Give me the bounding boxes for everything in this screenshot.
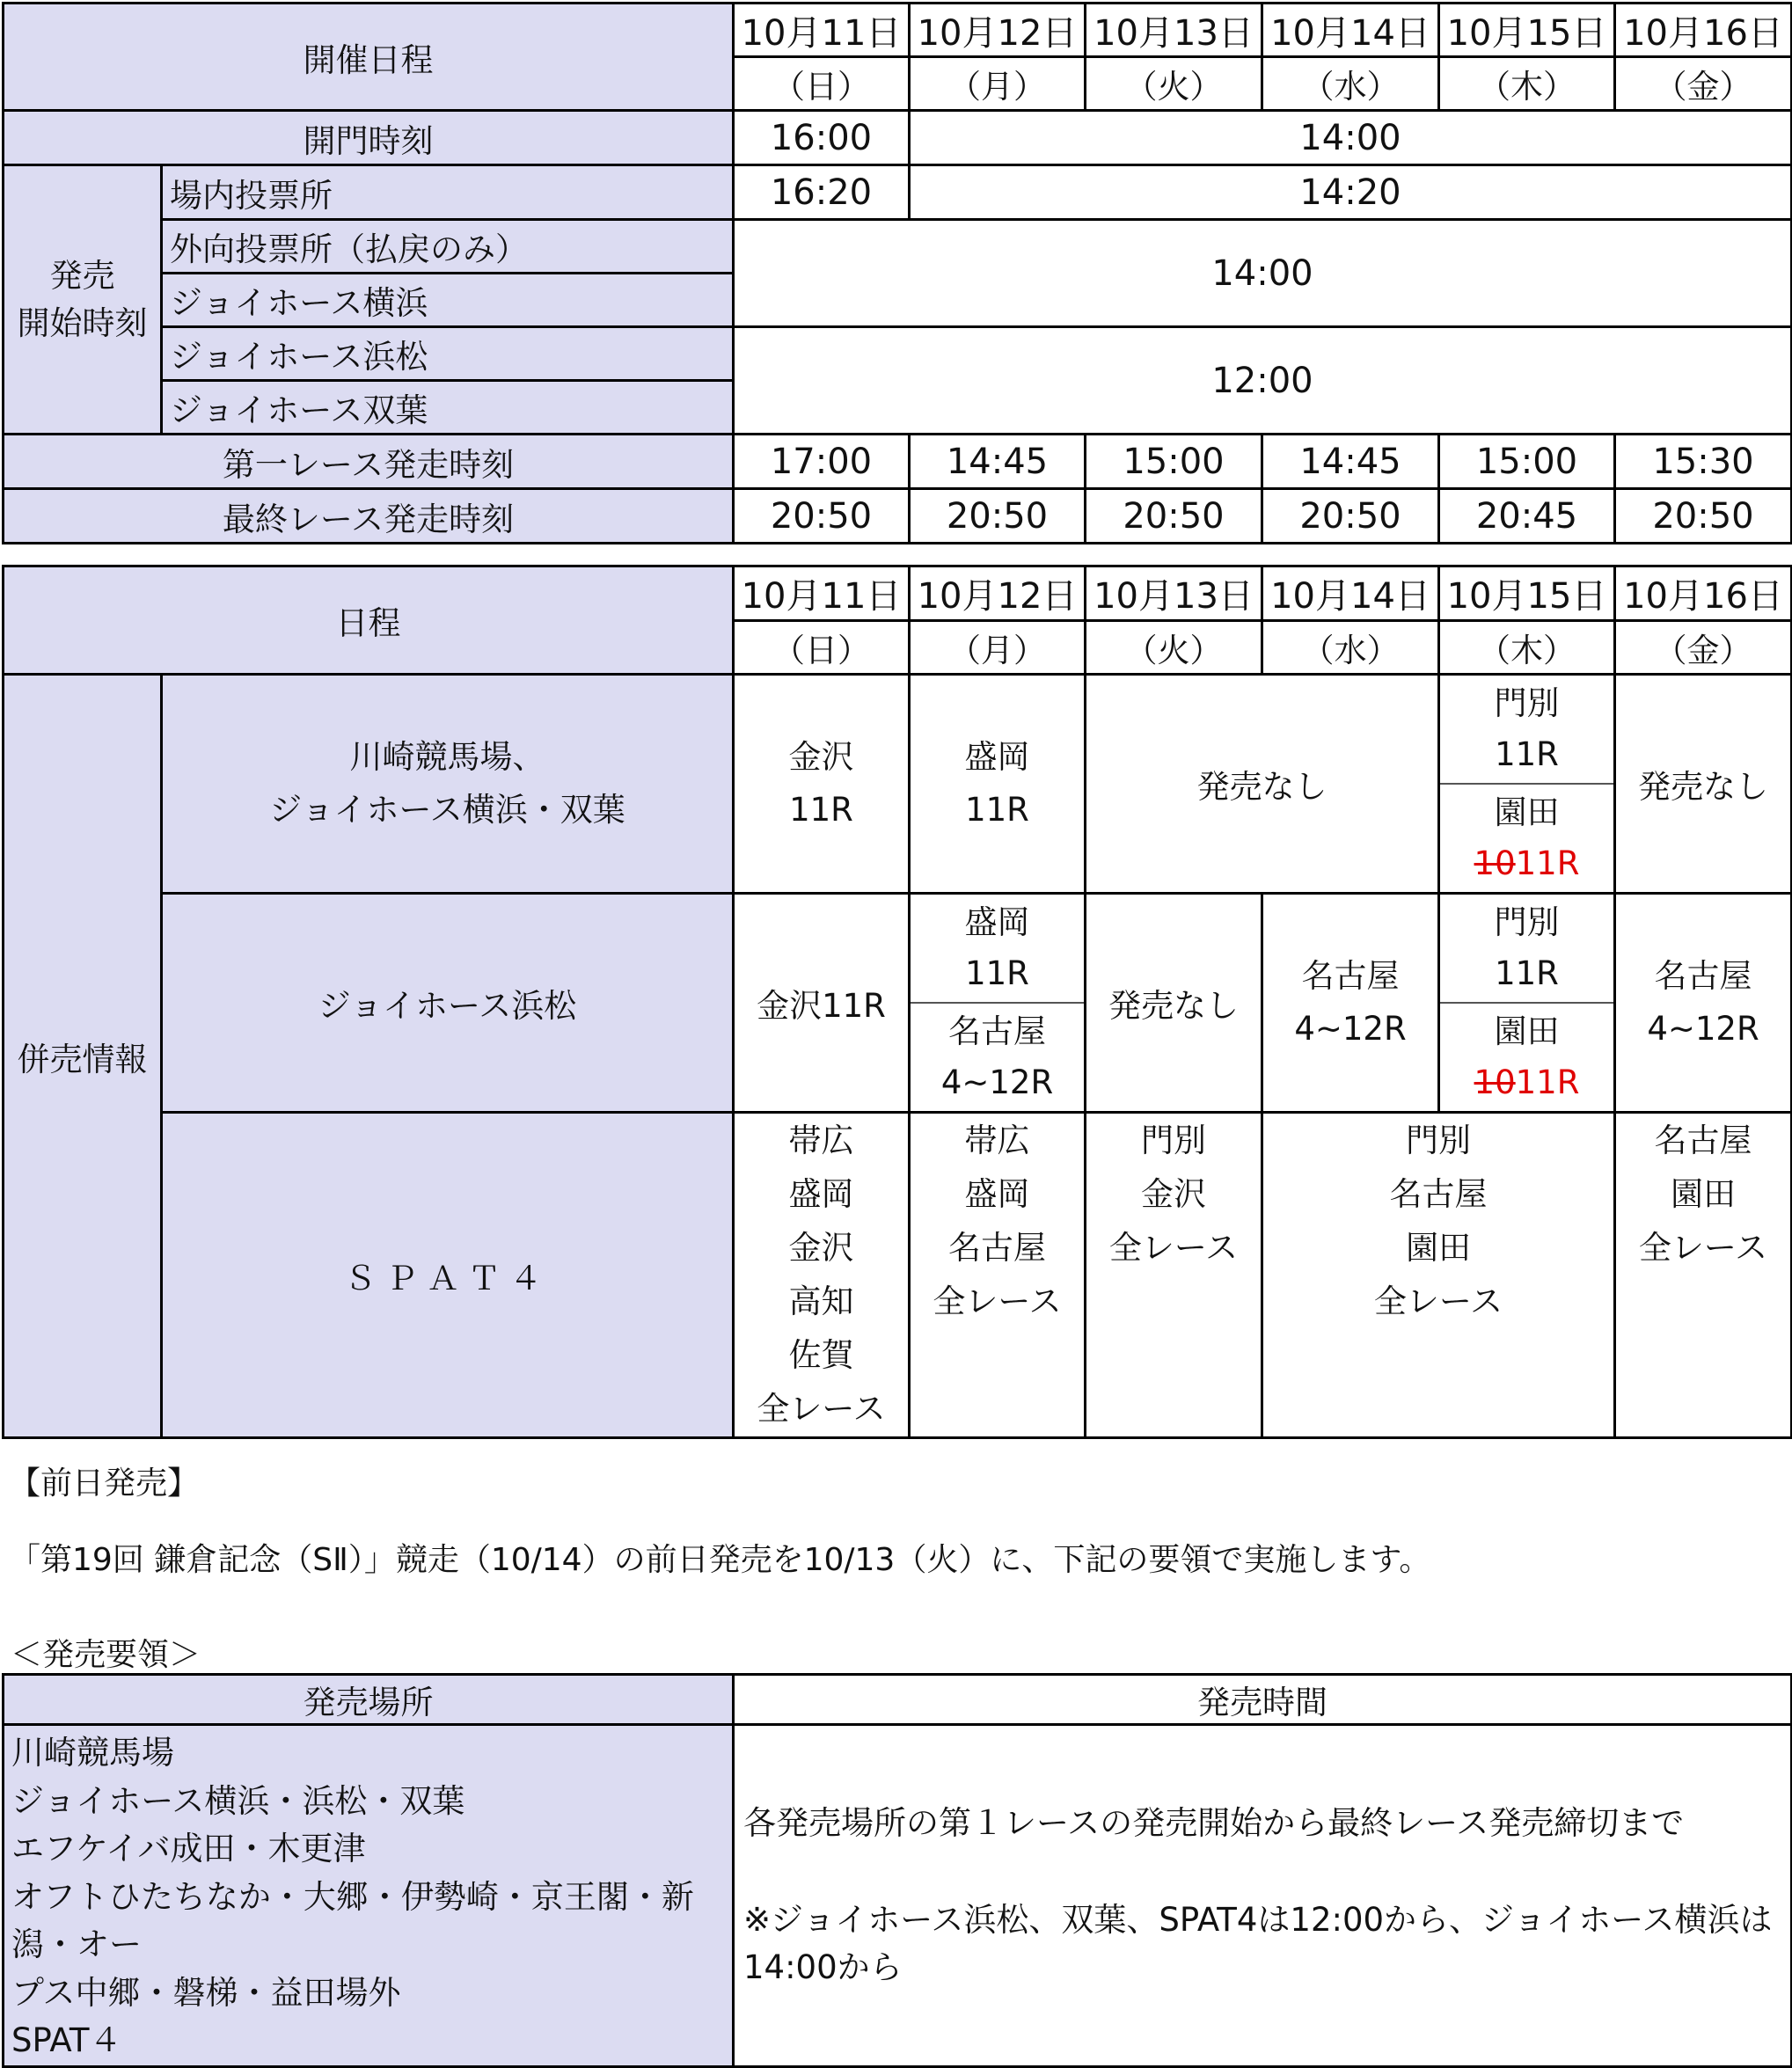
first-race-time: 14:45 (910, 435, 1086, 489)
split-top (1440, 895, 1613, 1002)
schedule-header-label: 開催日程 (4, 4, 734, 111)
track-name: 園田 (1406, 1229, 1471, 1267)
track-name: 帯広 (788, 1122, 854, 1159)
simulcast-cell: 金沢11R (734, 894, 910, 1113)
track-name: 盛岡 (964, 1175, 1030, 1213)
date-cell: 10月13日 (1086, 4, 1262, 57)
race-scope: 全レース (1638, 1229, 1768, 1267)
date-cell: 10月16日 (1615, 4, 1792, 57)
outside-yokohama-time: 14:00 (734, 220, 1792, 327)
struck-value: 10 (1474, 1063, 1516, 1101)
new-value: 11R (1515, 844, 1580, 882)
location-column-header: 発売場所 (4, 1675, 734, 1725)
onsite-time-first: 16:20 (734, 165, 910, 220)
race-number: 4~12R (940, 1063, 1054, 1101)
date-cell: 10月11日 (734, 4, 910, 57)
no-sales-cell: 発売なし (1615, 675, 1792, 894)
race-number: 11R (965, 791, 1029, 829)
simulcast-cell (910, 1113, 1086, 1438)
sales-time-note: 14:00から (743, 1947, 903, 1986)
simulcast-cell (1615, 1113, 1792, 1438)
track-name: 園田 (1494, 793, 1560, 831)
date-cell: 10月12日 (910, 566, 1086, 621)
date-cell: 10月11日 (734, 566, 910, 621)
race-number: 11R (789, 791, 853, 829)
sales-start-group-line: 開始時刻 (17, 303, 148, 342)
sales-time-main: 各発売場所の第１レースの発売開始から最終レース発売締切まで (743, 1803, 1685, 1842)
corrected-race-number (1474, 1057, 1580, 1108)
track-name: 門別 (1494, 684, 1560, 722)
date-cell: 10月15日 (1439, 4, 1615, 57)
hamamatsu-futaba-time: 12:00 (734, 327, 1792, 435)
track-name: 盛岡 (788, 1175, 854, 1213)
schedule-table (2, 2, 1792, 544)
track-name: 名古屋 (1654, 1122, 1752, 1159)
onsite-time-rest: 14:20 (910, 165, 1792, 220)
sales-time-cell (734, 1725, 1792, 2067)
last-race-time: 20:50 (1262, 489, 1439, 544)
track-name: 門別 (1141, 1122, 1206, 1159)
date-cell: 10月14日 (1262, 566, 1439, 621)
track-name: 金沢 (1141, 1175, 1206, 1213)
sales-location: オフトひたちなか・大郷・伊勢崎・京王閣・新潟・オー (11, 1877, 694, 1963)
race-number: 11R (1495, 735, 1559, 773)
new-value: 11R (1515, 1063, 1580, 1101)
sales-locations-cell (4, 1725, 734, 2067)
weekday-cell: （日） (734, 621, 910, 675)
date-cell: 10月15日 (1439, 566, 1615, 621)
track-name: 高知 (788, 1282, 854, 1320)
race-number: 11R (965, 954, 1029, 992)
track-name: 盛岡 (964, 738, 1030, 776)
weekday-cell: （火） (1086, 621, 1262, 675)
sales-time-note: ※ジョイホース浜松、双葉、SPAT4は12:00から、ジョイホース横浜は (743, 1900, 1773, 1939)
split-bottom (911, 1002, 1084, 1111)
corrected-race-number (1474, 838, 1580, 889)
yokohama-label: ジョイホース横浜 (162, 274, 734, 327)
struck-value: 10 (1474, 844, 1516, 882)
row-label-line: 川崎競馬場、 (349, 738, 545, 776)
no-sales-cell: 発売なし (1086, 675, 1439, 894)
weekday-cell: （木） (1439, 621, 1615, 675)
row-label-line: ジョイホース横浜・双葉 (269, 791, 625, 829)
track-name: 名古屋 (948, 1229, 1046, 1267)
advance-sales-heading: 【前日発売】 (9, 1465, 200, 1502)
first-race-time: 15:00 (1439, 435, 1615, 489)
race-number: 4~12R (1294, 1010, 1407, 1048)
date-cell: 10月16日 (1615, 566, 1792, 621)
simulcast-cell (1262, 1113, 1615, 1438)
advance-sales-table (2, 1673, 1792, 2068)
track-name: 園田 (1671, 1175, 1736, 1213)
race-scope: 全レース (1373, 1282, 1503, 1320)
weekday-cell: （木） (1439, 57, 1615, 111)
race-scope: 全レース (933, 1282, 1062, 1320)
sales-location: エフケイバ成田・木更津 (11, 1830, 366, 1867)
simulcast-cell (1262, 894, 1439, 1113)
outside-booth-label: 外向投票所（払戻のみ） (162, 220, 734, 274)
no-sales-cell: 発売なし (1086, 894, 1262, 1113)
last-race-time: 20:50 (910, 489, 1086, 544)
race-number: 4~12R (1647, 1010, 1759, 1048)
weekday-cell: （金） (1615, 621, 1792, 675)
last-race-time: 20:50 (734, 489, 910, 544)
sales-start-group-line: 発売 (49, 256, 115, 295)
last-race-time: 20:50 (1086, 489, 1262, 544)
first-race-time: 15:00 (1086, 435, 1262, 489)
sales-guideline-heading: ＜発売要領＞ (11, 1637, 201, 1673)
first-race-time: 17:00 (734, 435, 910, 489)
simulcast-cell (734, 675, 910, 894)
simulcast-group-label: 併売情報 (4, 675, 162, 1438)
gate-time-label: 開門時刻 (4, 111, 734, 165)
split-bottom (1440, 783, 1613, 892)
race-scope: 全レース (757, 1390, 886, 1428)
kawasaki-yokohama-futaba-label (162, 675, 734, 894)
date-cell: 10月12日 (910, 4, 1086, 57)
gate-time-rest: 14:00 (910, 111, 1792, 165)
track-name: 園田 (1494, 1012, 1560, 1050)
sales-start-group-label (4, 165, 162, 435)
simulcast-split-cell (1439, 894, 1615, 1113)
race-scope: 全レース (1108, 1229, 1239, 1267)
simulcast-split-cell (910, 894, 1086, 1113)
last-race-time: 20:45 (1439, 489, 1615, 544)
spat4-row-label: ＳＰＡＴ４ (162, 1113, 734, 1438)
first-race-label: 第一レース発走時刻 (4, 435, 734, 489)
first-race-time: 14:45 (1262, 435, 1439, 489)
track-name: 佐賀 (788, 1336, 854, 1374)
time-column-header: 発売時間 (734, 1675, 1792, 1725)
sales-location: SPAT４ (11, 2021, 122, 2059)
onsite-booth-label: 場内投票所 (162, 165, 734, 220)
simulcast-split-cell (1439, 675, 1615, 894)
track-name: 名古屋 (948, 1012, 1046, 1050)
weekday-cell: （火） (1086, 57, 1262, 111)
split-top (1440, 676, 1613, 783)
date-cell: 10月13日 (1086, 566, 1262, 621)
split-top (911, 895, 1084, 1002)
simulcast-cell (734, 1113, 910, 1438)
track-name: 名古屋 (1301, 957, 1400, 995)
simulcast-cell (1615, 894, 1792, 1113)
weekday-cell: （月） (910, 621, 1086, 675)
split-bottom (1440, 1002, 1613, 1111)
weekday-cell: （月） (910, 57, 1086, 111)
weekday-cell: （水） (1262, 57, 1439, 111)
hamamatsu-row-label: ジョイホース浜松 (162, 894, 734, 1113)
sales-location: ジョイホース横浜・浜松・双葉 (11, 1781, 465, 1820)
simulcast-cell (1086, 1113, 1262, 1438)
sales-location: プス中郷・磐梯・益田場外 (11, 1973, 401, 2012)
track-name: 名古屋 (1389, 1175, 1488, 1213)
futaba-label: ジョイホース双葉 (162, 381, 734, 435)
sales-location: 川崎競馬場 (11, 1734, 174, 1772)
last-race-time: 20:50 (1615, 489, 1792, 544)
gate-time-first: 16:00 (734, 111, 910, 165)
weekday-cell: （金） (1615, 57, 1792, 111)
track-name: 盛岡 (964, 903, 1030, 941)
hamamatsu-label: ジョイホース浜松 (162, 327, 734, 381)
weekday-cell: （水） (1262, 621, 1439, 675)
track-name: 門別 (1406, 1122, 1471, 1159)
last-race-label: 最終レース発走時刻 (4, 489, 734, 544)
track-name: 金沢 (788, 738, 854, 776)
track-name: 金沢 (788, 1229, 854, 1267)
simulcast-cell (910, 675, 1086, 894)
simulcast-table (2, 565, 1792, 1439)
race-number: 11R (1495, 954, 1559, 992)
weekday-cell: （日） (734, 57, 910, 111)
simulcast-header-label: 日程 (4, 566, 734, 675)
track-name: 帯広 (964, 1122, 1030, 1159)
date-cell: 10月14日 (1262, 4, 1439, 57)
first-race-time: 15:30 (1615, 435, 1792, 489)
track-name: 門別 (1494, 903, 1560, 941)
track-name: 名古屋 (1654, 957, 1752, 995)
advance-sales-description: 「第19回 鎌倉記念（SⅡ）」競走（10/14）の前日発売を10/13（火）に、下記の要領で実施します。 (9, 1542, 1431, 1578)
